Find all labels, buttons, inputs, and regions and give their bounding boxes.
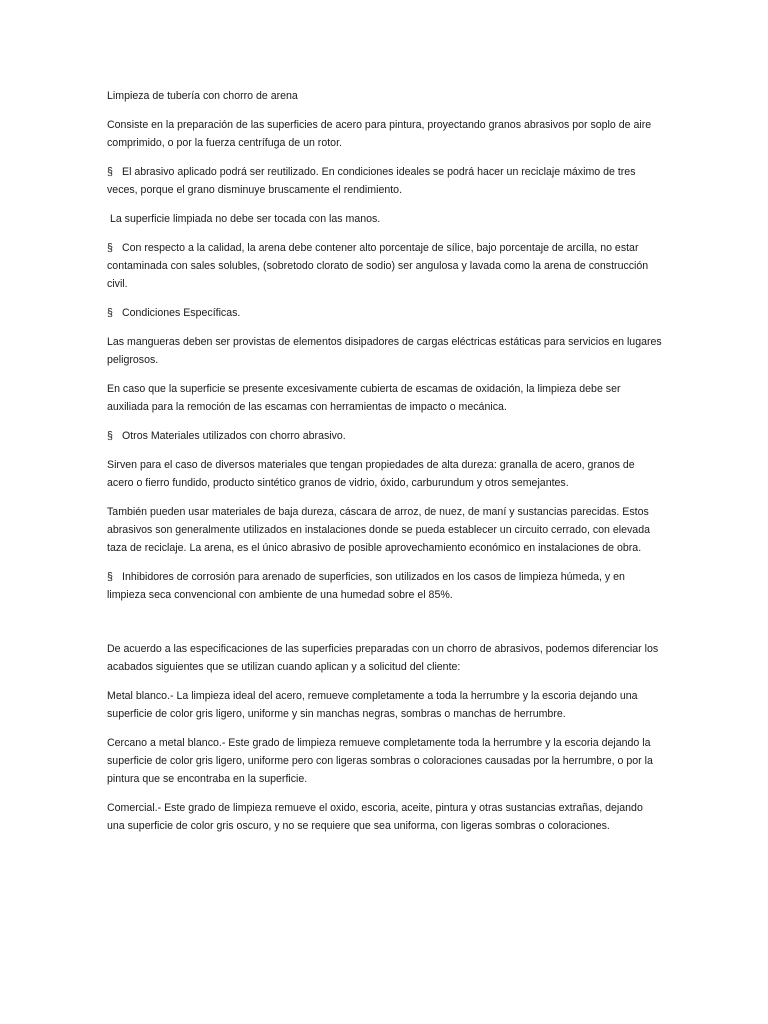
section-bullet: §	[107, 430, 113, 442]
paragraph-text: Con respecto a la calidad, la arena debe contener alto porcentaje de sílice, bajo porcentaje de arcilla, no estar contaminada con sales solubles, (sobretodo clorato de sodio) ser angulosa y lavada como la arena de construcción civil.	[107, 242, 649, 290]
paragraph-scales: En caso que la superficie se presente excesivamente cubierta de escamas de oxidación, la limpieza debe ser auxiliada para la remoción de las escamas con herramientas de impacto o mecánica.	[107, 383, 621, 413]
heading-other-materials	[107, 427, 663, 445]
paragraph-hard-materials: Sirven para el caso de diversos materiales que tengan propiedades de alta dureza: granalla de acero, granos de acero o fierro fundido, producto sintético granos de vidrio, óxido, carburundum y otros semejantes.	[107, 459, 635, 489]
document-title: Limpieza de tubería con chorro de arena	[107, 90, 298, 102]
document-page	[107, 87, 663, 846]
paragraph-inhibitors	[107, 568, 663, 604]
section-bullet: §	[107, 242, 113, 254]
paragraph-soft-materials: También pueden usar materiales de baja dureza, cáscara de arroz, de nuez, de maní y sustancias parecidas. Estos abrasivos son generalmente utilizados en instalaciones donde se pueda establecer un circuito cerrado, con elevada taza de reciclaje. La arena, es el único abrasivo de posible aprovechamiento económico en instalaciones de obra.	[107, 506, 650, 554]
paragraph-reuse	[107, 163, 663, 199]
section-bullet: §	[107, 571, 113, 583]
paragraph-white-metal: Metal blanco.- La limpieza ideal del acero, remueve completamente a toda la herrumbre y la escoria dejando una superficie de color gris ligero, uniforme y sin manchas negras, sombras o manchas de herrumbre.	[107, 690, 638, 720]
paragraph-text: El abrasivo aplicado podrá ser reutilizado. En condiciones ideales se podrá hacer un reciclaje máximo de tres veces, porque el grano disminuye bruscamente el rendimiento.	[107, 166, 636, 196]
paragraph-text: Condiciones Específicas.	[122, 307, 241, 319]
paragraph-text: Otros Materiales utilizados con chorro abrasivo.	[122, 430, 346, 442]
paragraph-text: Inhibidores de corrosión para arenado de superficies, son utilizados en los casos de limpieza húmeda, y en limpieza seca convencional con ambiente de una humedad sobre el 85%.	[107, 571, 625, 601]
paragraph-quality	[107, 239, 663, 293]
paragraph-finishes-intro: De acuerdo a las especificaciones de las superficies preparadas con un chorro de abrasivos, podemos diferenciar los acabados siguientes que se utilizan cuando aplican y a solicitud del cliente:	[107, 643, 659, 673]
heading-specific-conditions	[107, 304, 663, 322]
section-bullet: §	[107, 166, 113, 178]
paragraph-hands: La superficie limpiada no debe ser tocada con las manos.	[107, 213, 381, 225]
paragraph-intro: Consiste en la preparación de las superficies de acero para pintura, proyectando granos abrasivos por soplo de aire comprimido, o por la fuerza centrífuga de un rotor.	[107, 119, 652, 149]
section-bullet: §	[107, 307, 113, 319]
paragraph-near-white-metal: Cercano a metal blanco.- Este grado de limpieza remueve completamente toda la herrumbre y la escoria dejando la superficie de color gris ligero, uniforme pero con ligeras sombras o coloraciones causadas por la herrumbre, o por la pintura que se encontraba en la superficie.	[107, 737, 653, 785]
paragraph-hoses: Las mangueras deben ser provistas de elementos disipadores de cargas eléctricas estáticas para servicios en lugares peligrosos.	[107, 336, 662, 366]
paragraph-commercial: Comercial.- Este grado de limpieza remueve el oxido, escoria, aceite, pintura y otras sustancias extrañas, dejando una superficie de color gris oscuro, y no se requiere que sea uniforma, con ligeras sombras o coloraciones.	[107, 802, 643, 832]
